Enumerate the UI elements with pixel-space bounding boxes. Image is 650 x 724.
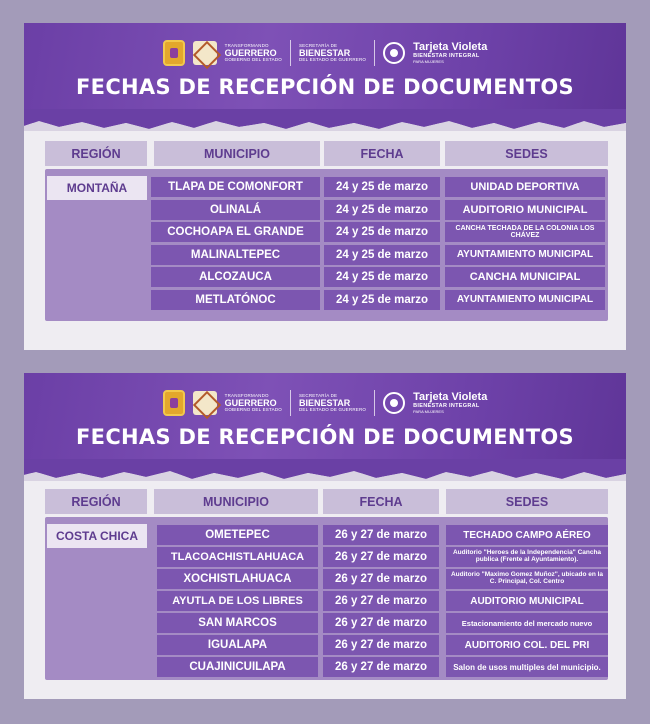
tarjeta-violeta-icon xyxy=(383,42,405,64)
fecha-cell: 24 y 25 de marzo xyxy=(324,177,440,197)
municipio-cell: IGUALAPA xyxy=(157,635,318,655)
municipio-cell: AYUTLA DE LOS LIBRES xyxy=(157,591,318,611)
table-row xyxy=(24,200,626,220)
logo-strip xyxy=(24,37,626,69)
sede-cell: Estacionamiento del mercado nuevo xyxy=(446,613,608,633)
table-row xyxy=(24,525,626,545)
fecha-cell: 26 y 27 de marzo xyxy=(323,591,439,611)
table-row xyxy=(24,245,626,265)
table-row xyxy=(24,547,626,567)
column-header-fecha: FECHA xyxy=(324,141,440,166)
fecha-cell: 24 y 25 de marzo xyxy=(324,267,440,287)
guerrero-logo-text: TRANSFORMANDO GUERRERO GOBIERNO DEL ESTADO xyxy=(224,43,282,62)
fecha-cell: 24 y 25 de marzo xyxy=(324,222,440,242)
torn-paper-edge xyxy=(24,109,626,137)
table-row xyxy=(24,222,626,242)
column-header-municipio: MUNICIPIO xyxy=(154,141,320,166)
table-row xyxy=(24,657,626,677)
column-header-region: REGIÓN xyxy=(45,489,147,514)
column-header-fecha: FECHA xyxy=(323,489,439,514)
logo-divider xyxy=(290,390,291,416)
tarjeta-violeta-logo-text: Tarjeta Violeta BIENESTAR INTEGRAL PARA MUJERES xyxy=(413,391,488,414)
municipio-cell: OLINALÁ xyxy=(151,200,320,220)
column-header-sedes: SEDES xyxy=(446,489,608,514)
fecha-cell: 24 y 25 de marzo xyxy=(324,200,440,220)
municipio-cell: TLAPA DE COMONFORT xyxy=(151,177,320,197)
municipio-cell: CUAJINICUILAPA xyxy=(157,657,318,677)
fecha-cell: 26 y 27 de marzo xyxy=(323,569,439,589)
table-row xyxy=(24,177,626,197)
table-row xyxy=(24,635,626,655)
municipio-cell: COCHOAPA EL GRANDE xyxy=(151,222,320,242)
fecha-cell: 26 y 27 de marzo xyxy=(323,525,439,545)
sede-cell: CANCHA MUNICIPAL xyxy=(445,267,605,287)
sede-cell: AYUNTAMIENTO MUNICIPAL xyxy=(445,290,605,310)
fecha-cell: 26 y 27 de marzo xyxy=(323,613,439,633)
schedule-card-montana xyxy=(24,23,626,350)
state-seal-logo xyxy=(163,390,185,416)
municipio-cell: XOCHISTLAHUACA xyxy=(157,569,318,589)
fecha-cell: 24 y 25 de marzo xyxy=(324,290,440,310)
sede-cell: AYUNTAMIENTO MUNICIPAL xyxy=(445,245,605,265)
sede-cell: AUDITORIO MUNICIPAL xyxy=(445,200,605,220)
region-label: COSTA CHICA xyxy=(47,524,147,548)
logo-strip xyxy=(24,387,626,419)
municipio-cell: TLACOACHISTLAHUACA xyxy=(157,547,318,567)
sede-cell: Auditorio "Maximo Gomez Muñoz", ubicado en la C. Principal, Col. Centro xyxy=(446,569,608,589)
column-header-sedes: SEDES xyxy=(445,141,608,166)
municipio-cell: MALINALTEPEC xyxy=(151,245,320,265)
bienestar-logo-text: SECRETARÍA DE BIENESTAR DEL ESTADO DE GUERRERO xyxy=(298,393,367,412)
schedule-card-costa-chica xyxy=(24,373,626,699)
logo-divider xyxy=(374,390,375,416)
logo-divider xyxy=(290,40,291,66)
municipio-cell: ALCOZAUCA xyxy=(151,267,320,287)
municipio-cell: SAN MARCOS xyxy=(157,613,318,633)
fecha-cell: 26 y 27 de marzo xyxy=(323,547,439,567)
page-title: FECHAS DE RECEPCIÓN DE DOCUMENTOS xyxy=(76,425,574,449)
tarjeta-violeta-icon xyxy=(383,392,405,414)
tarjeta-violeta-logo-text: Tarjeta Violeta BIENESTAR INTEGRAL PARA MUJERES xyxy=(413,41,488,64)
guerrero-emblem-logo xyxy=(193,41,217,65)
guerrero-emblem-logo xyxy=(193,391,217,415)
table-row xyxy=(24,613,626,633)
guerrero-logo-text: TRANSFORMANDO GUERRERO GOBIERNO DEL ESTADO xyxy=(224,393,282,412)
sede-cell: TECHADO CAMPO AÉREO xyxy=(446,525,608,545)
table-row xyxy=(24,569,626,589)
sede-cell: Salon de usos multiples del municipio. xyxy=(446,657,608,677)
fecha-cell: 26 y 27 de marzo xyxy=(323,657,439,677)
sede-cell: AUDITORIO MUNICIPAL xyxy=(446,591,608,611)
sede-cell: CANCHA TECHADA DE LA COLONIA LOS CHÁVEZ xyxy=(445,222,605,242)
sede-cell: UNIDAD DEPORTIVA xyxy=(445,177,605,197)
municipio-cell: METLATÓNOC xyxy=(151,290,320,310)
page-title: FECHAS DE RECEPCIÓN DE DOCUMENTOS xyxy=(76,75,574,99)
sede-cell: AUDITORIO COL. DEL PRI xyxy=(446,635,608,655)
municipio-cell: OMETEPEC xyxy=(157,525,318,545)
region-label: MONTAÑA xyxy=(47,176,147,200)
fecha-cell: 26 y 27 de marzo xyxy=(323,635,439,655)
table-row xyxy=(24,591,626,611)
state-seal-logo xyxy=(163,40,185,66)
table-row xyxy=(24,267,626,287)
column-header-region: REGIÓN xyxy=(45,141,147,166)
fecha-cell: 24 y 25 de marzo xyxy=(324,245,440,265)
logo-divider xyxy=(374,40,375,66)
table-row xyxy=(24,290,626,310)
torn-paper-edge xyxy=(24,459,626,487)
column-header-municipio: MUNICIPIO xyxy=(154,489,318,514)
bienestar-logo-text: SECRETARÍA DE BIENESTAR DEL ESTADO DE GUERRERO xyxy=(298,43,367,62)
sede-cell: Auditorio "Heroes de la Independencia" Cancha publica (Frente al Ayuntamiento). xyxy=(446,547,608,567)
